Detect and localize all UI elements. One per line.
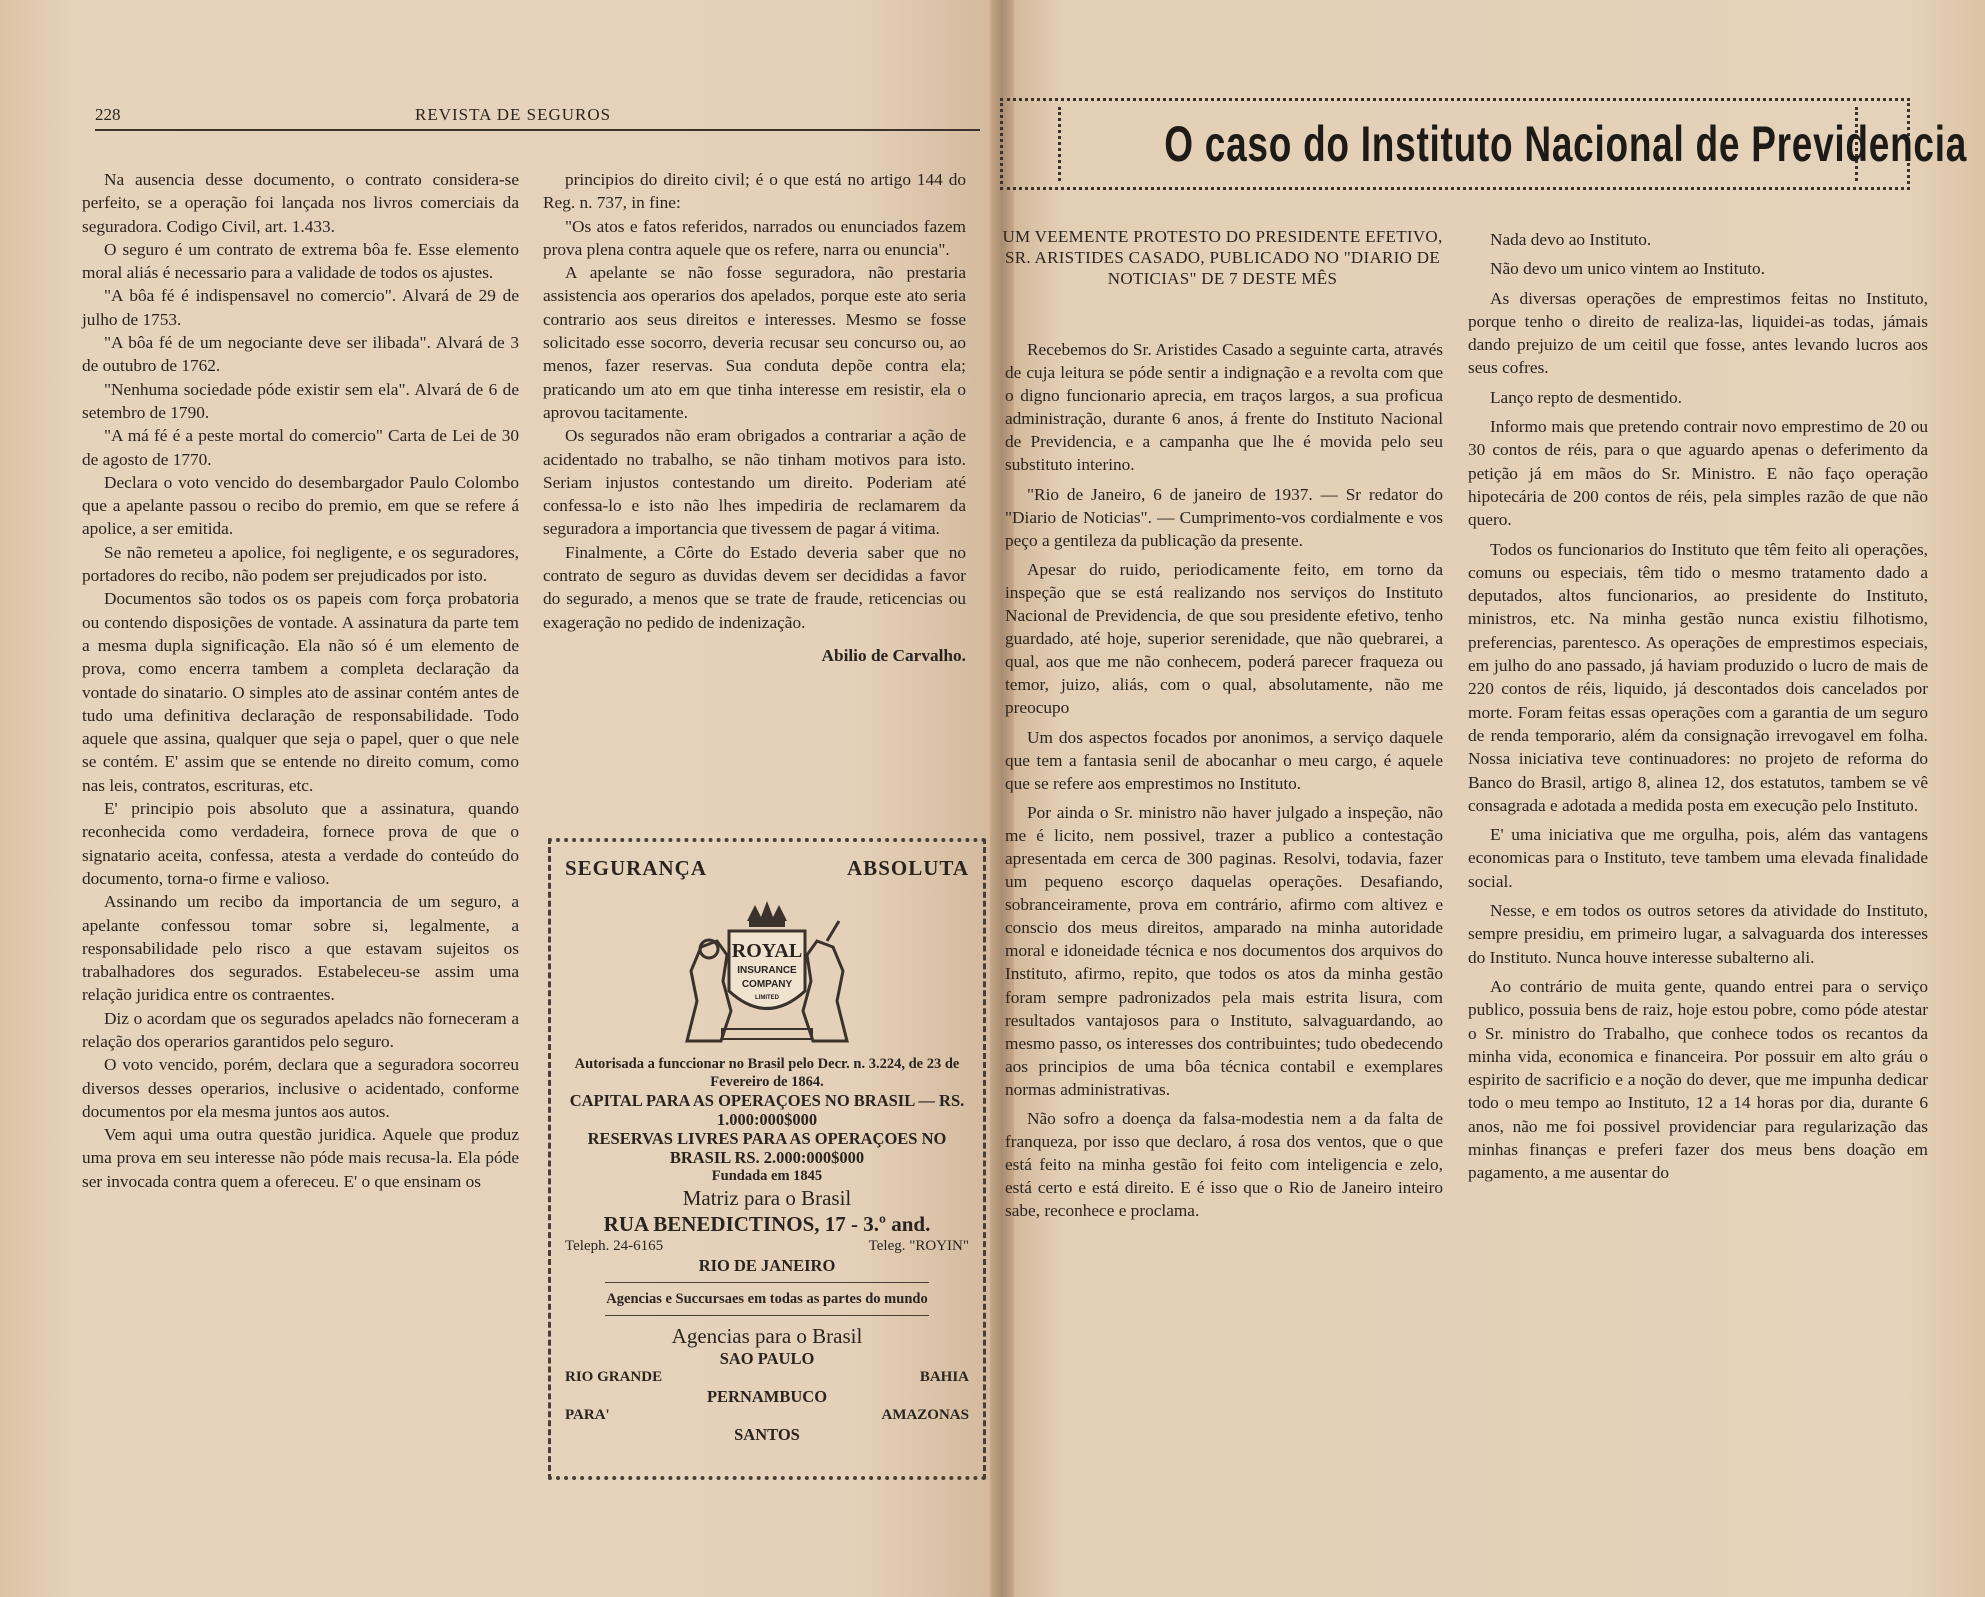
paragraph: O seguro é um contrato de extrema bôa fe. Esse elemento moral aliás é necessario para a validade de todos os ajustes.	[82, 239, 519, 283]
ad-head-right: ABSOLUTA	[847, 856, 969, 880]
running-head	[95, 103, 980, 131]
royal-crest-logo-icon	[667, 891, 867, 1051]
paragraph: E' principio pois absoluto que a assinatura, quando reconhecida como verdadeira, fornece prova de que o signatario aceita, confessa, atesta a verdade do conteúdo do documento, torna-o firme e valioso.	[82, 799, 519, 888]
paragraph: Não devo um unico vintem ao Instituto.	[1490, 259, 1766, 279]
divider	[605, 1315, 929, 1316]
paragraph: As diversas operações de emprestimos feitas no Instituto, porque tenho o direito de realiza-las, liquidei-as todas, jámais dando prejuizo de um ceitil que fosse, antes levando lucros aos seus cofres.	[1468, 288, 1928, 378]
paragraph: A apelante se não fosse seguradora, não prestaria assistencia aos operarios dos apelados, porque este ato seria contrario aos seus direitos e interesses. Mesmo se fosse solicitado esse socorro, deveria recusar seu concurso ou, ao menos, fazer reservas. Sua conduta depõe contra ela; praticando um ato em que tinha interesse em resistir, ela o aprovou tacitamente.	[543, 263, 966, 422]
ad-agency-bahia: BAHIA	[919, 1369, 969, 1385]
paragraph: Os segurados não eram obrigados a contrariar a ação de acidentado no trabalho, se não tinham motivos para isto. Seriam injustos contestando um direito. Poderiam até confessa-lo e isto não lhes impediria de reclamarem da seguradora a importancia que tivessem de pagar á vitima.	[543, 426, 966, 539]
ad-agency-sao-paulo: SAO PAULO	[719, 1349, 815, 1368]
ad-telegraph: Teleg. "ROYIN"	[868, 1238, 969, 1254]
ad-address: RUA BENEDICTINOS, 17 - 3.º and.	[603, 1212, 931, 1236]
paragraph: Documentos são todos os os papeis com força probatoria ou contendo disposições de vontade. A assinatura da parte tem a mesma dupla significação. Ela não só é um elemento de prova, como encerra tambem a completa declaração da vontade do sinatario. O simples ato de assinar contém antes de tudo uma definitiva declaração de responsabilidade. Todo aquele que assina, qualquer que seja o papel, quer o que nele se contém. E' assim que se entende no direito comum, como nas leis, contratos, escrituras, etc.	[82, 589, 519, 795]
ad-agency-row	[565, 1406, 969, 1425]
paragraph: Assinando um recibo da importancia de um seguro, a apelante confessou tomar sobre si, legalmente, a responsabilidade pelo risco a que estavam sujeitos os trabalhadores dos segurados. Estabeleceu-se assim uma relação juridica entre os contraentes.	[82, 892, 519, 1005]
paragraph: Todos os funcionarios do Instituto que têm feito ali operações, comuns ou especiais, têm tido o mesmo tratamento dado a deputados, altos funcionarios, ao presidente do Instituto, ministros, etc. Na minha gestão nunca existiu filhotismo, preferencias, parentesco. As operações de emprestimos especiais, em julho do ano passado, já haviam produzido o lucro de mais de 220 contos de réis, liquido, já descontados dois cancelados por morte. Foram feitas essas operações com a garantia de um seguro de renda temporario, além da consignação irrevogavel em folha. Nossa iniciativa teve continuadores: no projeto de reforma do Banco do Brasil, artigo 8, alinea 12, dos estatutos, tambem se vê consagrada e adotada a medida posta em execução pelo Instituto.	[1468, 539, 1928, 815]
paragraph: Ao contrário de muita gente, quando entrei para o serviço publico, possuia bens de raiz, hoje estou pobre, como póde atestar o Sr. ministro do Trabalho, que conhece todos os recantos da minha vida, economica e financeira. Por possuir em alto gráu o espirito de sacrificio e a noção do dever, que me impunha dedicar todo o meu tempo ao Instituto, 12 a 14 horas por dia, durante 6 anos, não me foi possivel providenciar para regularização das minhas finanças e preferi fazer dos meus bens doação em pagamento, a me ausentar do	[1468, 976, 1928, 1183]
ad-agency-rio-grande: RIO GRANDE	[565, 1369, 663, 1385]
paragraph: Nada devo ao Instituto.	[1490, 230, 1652, 249]
journal-name: REVISTA DE SEGUROS	[415, 105, 612, 124]
paragraph: Um dos aspectos focados por anonimos, a serviço daquele que tem a fantasia senil de abocanhar o meu cargo, é aquele que se refere aos emprestimos no Instituto.	[1005, 727, 1443, 793]
paragraph: Se não remeteu a apolice, foi negligente, e os seguradores, portadores do recibo, não podem ser prejudicados por isto.	[82, 542, 519, 586]
ad-headline	[565, 856, 969, 881]
title-frame	[1058, 107, 1968, 181]
logo-limited: LIMITED	[755, 995, 779, 1001]
paragraph: Informo mais que pretendo contrair novo emprestimo de 20 ou 30 contos de réis, para o que aguardo apenas o deferimento da petição já em mãos do Sr. Ministro. E não faço operação hipotecária de 200 contos de réis, pela simples razão de que não quero.	[1468, 417, 1928, 530]
divider	[605, 1282, 929, 1283]
ad-city: RIO DE JANEIRO	[698, 1256, 836, 1275]
ad-phone: Teleph. 24-6165	[565, 1238, 664, 1254]
paragraph: Apesar do ruido, periodicamente feito, em torno da inspeção que se está realizando nos serviços do Instituto Nacional de Previdencia, de que sou presidente efetivo, tenho guardado, até hoje, superior serenidade, que não quebrarei, a qual, aos que me não conhecem, poderá parecer fraqueza ou temor, juizo, aliás, com o qual, absolutamente, não me preocupo	[1005, 559, 1443, 718]
paragraph: Não sofro a doença da falsa-modestia nem a da falta de franqueza, por isso que declaro, á rosa dos ventos, que o que está feito na minha gestão foi feito com inteligencia e zelo, está certo e está direito. E é isso que o Rio de Janeiro inteiro sabe, reconhece e proclama.	[1005, 1109, 1443, 1221]
ad-agencies-note: Agencias e Succursaes em todas as partes do mundo	[606, 1291, 928, 1307]
paragraph: Declara o voto vencido do desembargador Paulo Colombo que a apelante passou o recibo do premio, em que se refere á apolice, a ser emitida.	[82, 472, 519, 539]
ad-agency-amazonas: AMAZONAS	[881, 1407, 969, 1423]
paragraph: principios do direito civil; é o que está no artigo 144 do Reg. n. 737, in fine:	[543, 170, 966, 213]
page-number: 228	[95, 105, 121, 124]
logo-insurance: INSURANCE	[737, 965, 797, 976]
ad-founded: Fundada em 1845	[711, 1168, 823, 1184]
paragraph: Diz o acordam que os segurados apeladcs não forneceram a relação dos operarios garantidos pelo seguro.	[82, 1008, 519, 1051]
paragraph: Nesse, e em todos os outros setores da atividade do Instituto, sempre presidiu, em primeiro lugar, a salvaguarda dos interesses do Instituto. Nunca houve interesse subalterno ali.	[1468, 901, 1928, 967]
paragraph: "A má fé é a peste mortal do comercio" Carta de Lei de 30 de agosto de 1770.	[82, 426, 519, 469]
logo-royal: ROYAL	[731, 940, 803, 962]
paragraph: "Os atos e fatos referidos, narrados ou enunciados fazem prova plena contra aquele que os refere, narra ou enuncia".	[543, 216, 966, 259]
right-column-d	[1468, 228, 1928, 1191]
ad-capital: CAPITAL PARA AS OPERAÇOES NO BRASIL — RS. 1.000:000$000	[569, 1091, 965, 1129]
paragraph: Recebemos do Sr. Aristides Casado a seguinte carta, através de cuja leitura se póde sentir a indignação e a revolta com que o digno funcionario aprecia, em traços largos, a sua proficua administração, durante 6 anos, á frente do Instituto Nacional de Previdencia, e a campanha que lhe é movida pelo seu substituto interino.	[1005, 340, 1443, 475]
ad-agencies-title: Agencias para o Brasil	[671, 1324, 863, 1348]
paragraph: "Nenhuma sociedade póde existir sem ela". Alvará de 6 de setembro de 1790.	[82, 379, 519, 422]
ad-matrix: Matriz para o Brasil	[682, 1186, 852, 1210]
paragraph: Finalmente, a Côrte do Estado deveria saber que no contrato de seguro as duvidas devem ser decididas a favor do segurado, a menos que se trate de fraude, reticencias ou exageração no pedido de indenização.	[543, 542, 966, 632]
ad-contact-row	[565, 1237, 969, 1256]
article-title: O caso do Instituto Nacional de Previdencia	[1164, 116, 1968, 172]
paragraph: Vem aqui uma outra questão juridica. Aquele que produz uma prova em seu interesse não póde mais recusa-la. Ela póde ser invocada contra quem a ofereceu. E' o que ensinam os	[82, 1125, 519, 1191]
ad-head-left: SEGURANÇA	[565, 856, 708, 880]
paragraph: "Rio de Janeiro, 6 de janeiro de 1937. — Sr redator do "Diario de Noticias". — Cumprimento-vos cordialmente e vos peço a gentileza da publicação da presente.	[1005, 484, 1443, 550]
article-subheading: UM VEEMENTE PROTESTO DO PRESIDENTE EFETIVO, SR. ARISTIDES CASADO, PUBLICADO NO "DIARIO DE NOTICIAS" DE 7 DESTE MÊS	[1002, 227, 1443, 288]
article-title-banner	[1000, 98, 1968, 190]
paragraph: Por ainda o Sr. ministro não haver julgado a inspeção, não me é licito, nem possivel, trazer a publico a contestação apresentada em cerca de 300 paginas. Resolvi, todavia, fazer um pequeno escorço daquelas operações. Desafiando, sobranceiramente, prova em contrário, afirmo com altivez e conscio dos meus direitos, amparado na minha autoridade moral e idoneidade técnica e nos documentos dos arquivos do Instituto, afirmo, repito, que todos os atos da minha gestão foram sempre padronizados pela mais estrita lisura, com resultados vantajosos para o Instituto, salvaguardando, ao mesmo passo, os interesses dos contribuintes; tudo obedecendo aos principios de uma bôa técnica contabil e exemplares normas administrativas.	[1005, 802, 1443, 1099]
ad-reserves: RESERVAS LIVRES PARA AS OPERAÇOES NO BRASIL RS. 2.000:000$000	[587, 1129, 947, 1167]
left-column-a	[82, 168, 519, 1193]
ad-agency-pernambuco: PERNAMBUCO	[706, 1387, 828, 1406]
ad-agency-para: PARA'	[565, 1407, 610, 1423]
left-column-b	[543, 168, 966, 667]
right-column-c	[1005, 338, 1443, 1228]
paragraph: Lanço repto de desmentido.	[1490, 387, 1682, 407]
ad-authorisation: Autorisada a funccionar no Brasil pelo Decr. n. 3.224, de 23 de Fevereiro de 1864.	[574, 1056, 960, 1090]
paragraph: "A bôa fé de um negociante deve ser ilibada". Alvará de 3 de outubro de 1762.	[82, 333, 519, 376]
logo-company: COMPANY	[741, 979, 793, 990]
paragraph: Na ausencia desse documento, o contrato considera-se perfeito, se a operação foi lançada nos livros comerciais da seguradora. Codigo Civil, art. 1.433.	[82, 170, 519, 236]
author-signature: Abilio de Carvalho.	[821, 645, 966, 665]
royal-insurance-advertisement	[548, 838, 986, 1480]
paragraph: "A bôa fé é indispensavel no comercio". Alvará de 29 de julho de 1753.	[82, 286, 519, 329]
paragraph: O voto vencido, porém, declara que a seguradora socorreu diversos desses operarios, inclusive o acidentado, conforme documentos por ela mesma juntos aos autos.	[82, 1055, 519, 1121]
paragraph: E' uma iniciativa que me orgulha, pois, além das vantagens economicas para o Instituto, teve tambem uma elevada finalidade social.	[1468, 825, 1928, 891]
ad-agency-santos: SANTOS	[734, 1425, 800, 1444]
ad-agency-row	[565, 1368, 969, 1387]
